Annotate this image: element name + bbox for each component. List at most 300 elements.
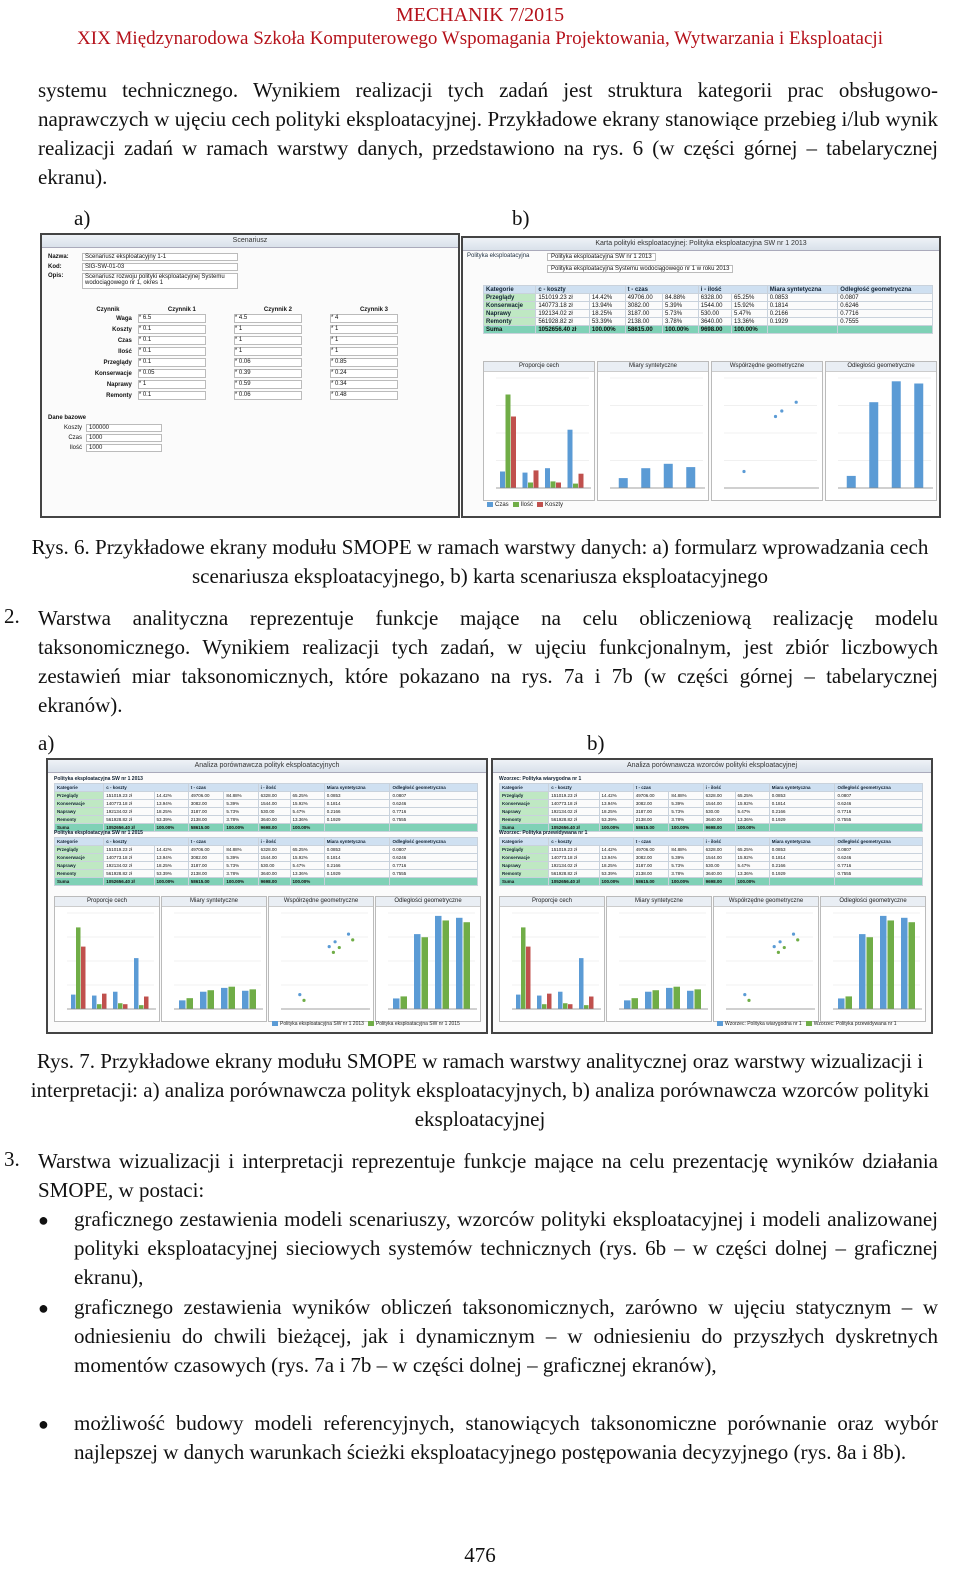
fig6b-table-cell: 3.78% [663, 318, 699, 326]
bar [200, 992, 207, 1009]
bar [547, 994, 552, 1009]
fig7b-table-cell: 18.25% [599, 862, 633, 870]
bar [229, 987, 236, 1009]
fig6b-table-cell: Remonty [484, 318, 536, 326]
fig7a-table-cell: 5.39% [224, 854, 258, 862]
fig6a-value-input[interactable]: * 0.06 [234, 358, 302, 367]
fig7b-table-cell: Konserwacje [500, 800, 549, 808]
fig6a-value-cell [134, 313, 230, 324]
fig7b-table-cell: 151019.23 zł [549, 792, 599, 800]
fig7a-table-cell: 1052656.40 zł [104, 824, 154, 832]
fig7b-table-cell: Naprawy [500, 808, 549, 816]
fig7a-table-cell: 0.6246 [390, 854, 478, 862]
chart-panel [825, 361, 937, 501]
fig7a-table-cell: Przeglądy [55, 846, 104, 854]
scatter-point [777, 951, 780, 954]
fig7b-table-cell: 0.0807 [835, 792, 923, 800]
bar [551, 481, 556, 488]
fig6b-table-cell [767, 326, 838, 334]
table-row [82, 335, 422, 346]
fig6a-value-cell [134, 379, 230, 390]
fig6a-value-input[interactable]: * 6.5 [138, 314, 206, 323]
bar [579, 474, 584, 488]
fig6b-info2: Polityka eksploatacyjna Systemu wodociągowego nr 1 w roku 2013 [547, 265, 733, 273]
paragraph-3: Warstwa wizualizacji i interpretacji reprezentuje funkcje mające na celu prezentację wyników działania SMOPE, w postaci: [38, 1149, 938, 1202]
table-row [55, 800, 478, 808]
legend-label: Polityka eksploatacyjna SW nr 1 2013 [280, 1021, 364, 1027]
bar [71, 995, 76, 1009]
bar [81, 947, 86, 1009]
fig6a-value-input[interactable]: * 0.39 [234, 369, 302, 378]
fig6b-table-cell: 5.47% [731, 310, 767, 318]
fig7b-table-cell: 100.00% [735, 824, 769, 832]
bar [909, 922, 916, 1009]
fig7b-table-cell: 192134.02 zł [549, 862, 599, 870]
fig6b-table-cell: 3640.00 [698, 318, 731, 326]
fig6a-value-input[interactable]: * 0.1 [138, 325, 206, 334]
fig6a-value-input[interactable]: * 1 [330, 347, 398, 356]
chart-panel [375, 896, 481, 1022]
fig7b-table-cell: 6328.00 [703, 792, 735, 800]
fig7a-table-cell: Suma [55, 878, 104, 886]
fig7b-table-cell: 5.73% [669, 808, 703, 816]
fig7b-table-header: i - ilość [703, 838, 769, 846]
fig7b-table-cell: 58615.00 [633, 824, 669, 832]
fig7b-table-cell: 49706.00 [633, 792, 669, 800]
fig6a-value-input[interactable]: * 0.06 [234, 391, 302, 400]
bar [134, 958, 139, 1009]
fig7a-table-cell: 0.1814 [324, 800, 390, 808]
item-3-number: 3. [4, 1147, 20, 1171]
fig7a-table-cell: 53.39% [154, 870, 188, 878]
fig6a-column-header: Czynnik 2 [263, 306, 292, 313]
bar [221, 988, 228, 1009]
bar [573, 484, 578, 488]
scatter-point [795, 401, 798, 404]
fig6b-table-cell: 0.7716 [838, 310, 933, 318]
fig7b-table-cell: 140773.18 zł [549, 854, 599, 862]
fig7a-table-cell: 3.78% [224, 870, 258, 878]
bar [653, 990, 660, 1009]
fig6a-value-cell [230, 324, 326, 335]
bar [422, 937, 429, 1009]
table-row [500, 816, 923, 824]
table-row [55, 854, 478, 862]
fig7b-legend [713, 1021, 897, 1027]
fig7b-table-cell: 15.92% [735, 800, 769, 808]
fig6b-table-cell: 2138.00 [625, 318, 662, 326]
fig7b-table-cell: 0.0853 [769, 846, 835, 854]
fig6b-table-cell: 65.25% [731, 294, 767, 302]
fig7a-screenshot [46, 758, 488, 1034]
fig7a-table-cell: 5.73% [224, 862, 258, 870]
fig7b-table-cell [769, 878, 835, 886]
chart-thumbnail [55, 907, 157, 1019]
fig7b-table-cell: 100.00% [669, 878, 703, 886]
fig7a-table-cell: 0.0853 [324, 792, 390, 800]
fig7a-table-cell: 0.2166 [324, 808, 390, 816]
table-row [484, 294, 933, 302]
fig6a-field-input[interactable]: Scenariusz rozwoju polityki eksploatacyjnej Systemu wodociągowego nr 1, okres 1 [82, 273, 238, 289]
bar [464, 922, 471, 1009]
fig7a-table-cell: 65.25% [290, 846, 324, 854]
table-row [82, 324, 422, 335]
scatter-point [780, 409, 783, 412]
chart-panel [606, 896, 712, 1022]
fig7a-table-cell: 0.1929 [324, 816, 390, 824]
fig6b-table-cell: 140773.18 zł [536, 302, 590, 310]
bullet-3-text: możliwość budowy modeli referencyjnych, stanowiących taksonomiczne porównanie oraz wybór najlepszej w danych warunkach ścieżki eksploatacyjnego postępowania decyzyjnego (rys. 8a i 8b). [74, 1411, 938, 1464]
fig7a-table-cell: 13.94% [154, 800, 188, 808]
fig7a-table-cell: 84.88% [224, 792, 258, 800]
fig6a-value-cell [134, 357, 230, 368]
chart-thumbnail [821, 907, 923, 1019]
fig7b-table-cell: 0.7716 [835, 862, 923, 870]
fig7a-table-cell: 9698.00 [258, 824, 290, 832]
fig6a-value-input[interactable]: * 4 [330, 314, 398, 323]
bar [113, 992, 118, 1009]
fig6b-table-header: c - koszty [536, 286, 625, 294]
bar [888, 920, 895, 1009]
fig6b-table-cell: 5.73% [663, 310, 699, 318]
fig6a-value-input[interactable]: * 0.05 [138, 369, 206, 378]
fig7a-table-cell: 561928.82 zł [104, 870, 154, 878]
bar [123, 1004, 128, 1009]
bar [695, 989, 702, 1009]
fig7a-table-header: Miara syntetyczna [324, 784, 390, 792]
fig7a-table-cell: 0.6246 [390, 800, 478, 808]
fig7b-table-cell: 0.0807 [835, 846, 923, 854]
fig7b-table-cell: 58615.00 [633, 878, 669, 886]
fig7a-table-cell: 0.1929 [324, 870, 390, 878]
fig7b-table-cell: 0.1814 [769, 854, 835, 862]
fig7a-table-cell: 84.88% [224, 846, 258, 854]
fig7a-table-cell: Konserwacje [55, 800, 104, 808]
fig6a-value-input[interactable]: * 0.1 [138, 391, 206, 400]
fig6a-field-label: Opis: [48, 273, 64, 279]
fig7a-legend [268, 1021, 460, 1027]
fig6b-screenshot [461, 236, 941, 518]
fig7a-table-cell: Konserwacje [55, 854, 104, 862]
fig7b-table-cell: 3.78% [669, 816, 703, 824]
bar [511, 417, 516, 489]
fig6a-column-header: Czynnik 3 [359, 306, 388, 313]
fig6b-table-cell: 100.00% [731, 326, 767, 334]
fig6b-table-cell: 0.1929 [767, 318, 838, 326]
fig7a-table-cell: 58615.00 [188, 824, 224, 832]
bar [102, 994, 107, 1009]
fig7-label-b: b) [587, 731, 605, 755]
scatter-point [332, 951, 335, 954]
scatter-point [333, 940, 336, 943]
scatter-point [302, 999, 305, 1002]
scatter-point [742, 470, 745, 473]
fig7b-table-cell: Suma [500, 824, 549, 832]
fig7b-table-cell [835, 824, 923, 832]
legend-label: Ilość [520, 502, 534, 509]
fig6a-field-input[interactable]: Scenariusz eksploatacyjny 1-1 [82, 253, 238, 261]
fig6b-table-cell: 100.00% [663, 326, 699, 334]
fig7a-table-cell: 3.78% [224, 816, 258, 824]
bar [523, 473, 528, 488]
fig7a-table-cell: 192134.02 zł [104, 808, 154, 816]
fig7b-table-header: Miara syntetyczna [769, 838, 835, 846]
bar [393, 998, 400, 1009]
fig7b-table-cell: 3.78% [669, 870, 703, 878]
fig7a-table-cell: 3187.00 [188, 862, 224, 870]
fig6a-value-input[interactable]: * 0.85 [330, 358, 398, 367]
legend-label: Czas [495, 502, 509, 509]
fig6-label-b: b) [512, 206, 530, 230]
fig6b-table-cell: 0.0853 [767, 294, 838, 302]
bar [556, 483, 561, 489]
fig6b-table-cell: 192134.02 zł [536, 310, 590, 318]
fig7b-table [499, 783, 923, 832]
scatter-point [338, 946, 341, 949]
fig6a-base-row [48, 434, 452, 442]
fig6b-table-cell: 13.36% [731, 318, 767, 326]
fig6a-base-input[interactable]: 1000 [86, 434, 162, 442]
fig7a-table-cell: 58615.00 [188, 878, 224, 886]
legend-label: Wzorzec: Polityka wiarygodna nr 1 [725, 1021, 802, 1027]
fig6b-title: Karta polityki eksploatacyjnej: Polityka eksploatacyjna SW nr 1 2013 [463, 238, 939, 251]
bar [846, 996, 853, 1009]
bar [250, 989, 257, 1009]
fig6b-table-header: Miara syntetyczna [767, 286, 838, 294]
fig6a-row-label: Przeglądy [103, 359, 132, 366]
fig7b-table-cell: 1052656.40 zł [549, 824, 599, 832]
fig7b-table-cell: 14.42% [599, 792, 633, 800]
fig6a-value-input[interactable]: * 0.1 [138, 347, 206, 356]
fig6a-value-input[interactable]: * 0.1 [138, 336, 206, 345]
fig6a-value-input[interactable]: * 1 [138, 380, 206, 389]
scatter-point [298, 993, 301, 996]
fig7b-table-header: Odległość geometryczna [835, 838, 923, 846]
bar [139, 1005, 144, 1009]
fig6a-base-label: Ilość [69, 445, 82, 451]
fig6a-value-input[interactable]: * 4.5 [234, 314, 302, 323]
fig6-caption: Rys. 6. Przykładowe ekrany modułu SMOPE w ramach warstwy danych: a) formularz wprowadzania cech scenariusza eksploatacyjnego, b) karta scenariusza eksploatacyjnego [31, 535, 929, 588]
fig6b-table-cell: 151019.23 zł [536, 294, 590, 302]
fig7b-table-cell: 9698.00 [703, 824, 735, 832]
scatter-point [351, 938, 354, 941]
fig6a-value-input[interactable]: * 0.34 [330, 380, 398, 389]
bar [558, 992, 563, 1009]
chart-panel [483, 361, 595, 501]
scatter-point [328, 945, 331, 948]
fig7a-table-cell: 49706.00 [188, 846, 224, 854]
bar [92, 996, 97, 1009]
fig6a-value-input[interactable]: * 0.24 [330, 369, 398, 378]
fig6b-table-cell: 84.88% [663, 294, 699, 302]
fig6a-field-row [48, 253, 452, 261]
fig7a-table-header: i - ilość [258, 838, 324, 846]
fig7b-table-cell: 84.88% [669, 846, 703, 854]
fig7b-table-cell: 1052656.40 zł [549, 878, 599, 886]
fig6b-table-cell [838, 326, 933, 334]
fig7b-table-cell: 65.25% [735, 846, 769, 854]
bar [632, 998, 639, 1009]
fig7a-table-title: Polityka eksploatacyjna SW nr 1 2013 [54, 776, 143, 782]
fig7b-table-cell: 0.2166 [769, 808, 835, 816]
fig7a-table-cell: 0.0853 [324, 846, 390, 854]
chart-thumbnail [162, 907, 264, 1019]
fig7b-table-header: Odległość geometryczna [835, 784, 923, 792]
fig7a-table-cell: 13.94% [154, 854, 188, 862]
table-row [82, 390, 422, 401]
fig7b-table-cell: 0.7555 [835, 870, 923, 878]
table-row [55, 816, 478, 824]
fig6a-value-input[interactable]: * 1 [330, 336, 398, 345]
bar [506, 395, 511, 489]
fig7a-table-header: Kategorie [55, 838, 104, 846]
fig6a-value-input[interactable]: * 1 [234, 325, 302, 334]
fig7b-table-header: Kategorie [500, 784, 549, 792]
fig6a-field-input[interactable]: SIG-SW-01-03 [82, 263, 238, 271]
fig6a-title: Scenariusz [42, 235, 458, 248]
item-2-number: 2. [4, 604, 20, 628]
bar [456, 918, 463, 1009]
table-row [82, 313, 422, 324]
bullet-2-text: graficznego zestawienia wyników obliczeń taksonomicznych, zarówno w ujęciu statycznym – w odniesieniu do chwili bieżącej, jak i dynamicznym – w odniesieniu do przyszłych dyskretnych momentów czasowych (rys. 7a i 7b – w części dolnej – graficznej ekranów), [74, 1295, 938, 1377]
scatter-point [743, 993, 746, 996]
fig6a-value-cell [134, 368, 230, 379]
paragraph-1: systemu technicznego. Wynikiem realizacji tych zadań jest struktura kategorii prac obsługowo-naprawczych w ujęciu cech polityki eksploatacyjnej. Przykładowe ekrany stanowiące przebieg i/lub wynik realizacji zadań w ramach warstwy danych, przedstawiono na rys. 6 (w części górnej – tabelarycznej ekranu). [38, 78, 938, 189]
fig6a-value-cell [230, 379, 326, 390]
fig7b-table-cell: 0.1929 [769, 870, 835, 878]
table-row [500, 792, 923, 800]
chart-panel-title: Miary syntetyczne [607, 897, 711, 907]
table-row [500, 846, 923, 854]
journal-header: MECHANIK 7/2015 [395, 4, 565, 26]
bar [414, 934, 421, 1009]
fig7a-table [54, 783, 478, 832]
bar [686, 467, 695, 488]
fig6b-sidebar: Polityka eksploatacyjna [467, 253, 530, 259]
fig7b-table-cell: 2138.00 [633, 870, 669, 878]
bar [97, 1004, 102, 1009]
bar [208, 990, 215, 1009]
fig7a-table-cell: 140773.18 zł [104, 800, 154, 808]
fig7b-table-cell [769, 824, 835, 832]
bar [401, 996, 408, 1009]
bar [443, 920, 450, 1009]
fig7a-table-cell: 9698.00 [258, 878, 290, 886]
table-row [500, 854, 923, 862]
scatter-point [347, 933, 350, 936]
fig7b-table-cell: 5.47% [735, 862, 769, 870]
fig7a-table-header: t - czas [188, 838, 258, 846]
fig7a-table-cell: 18.25% [154, 862, 188, 870]
bar [534, 470, 539, 488]
chart-thumbnail [269, 907, 371, 1019]
fig7b-table-cell: 5.47% [735, 808, 769, 816]
fig7a-table-cell: 13.36% [290, 816, 324, 824]
fig7b-table-cell: 14.42% [599, 846, 633, 854]
chart-thumbnail [598, 372, 706, 498]
fig7b-table-cell: Przeglądy [500, 792, 549, 800]
fig7b-table-cell: 9698.00 [703, 878, 735, 886]
fig7a-table-cell: 13.36% [290, 870, 324, 878]
fig6a-base-input[interactable]: 100000 [86, 424, 162, 432]
table-row [484, 326, 933, 334]
bar [859, 934, 866, 1009]
fig7b-table-cell: 3187.00 [633, 808, 669, 816]
fig6b-table-cell: 0.6246 [838, 302, 933, 310]
chart-panel-title: Proporcje cech [500, 897, 604, 907]
bar [563, 1003, 568, 1009]
fig6a-value-input[interactable]: * 0.59 [234, 380, 302, 389]
fig6b-table-cell: 0.2166 [767, 310, 838, 318]
fig7-label-a: a) [38, 731, 55, 755]
fig6b-table-cell: 0.0807 [838, 294, 933, 302]
fig6a-value-cell [134, 390, 230, 401]
fig7b-table-cell: 530.00 [703, 862, 735, 870]
fig6a-value-input[interactable]: * 0.48 [330, 391, 398, 400]
table-row [82, 379, 422, 390]
fig7b-table-cell: 65.25% [735, 792, 769, 800]
chart-panel-title: Współrzędne geometryczne [712, 362, 822, 372]
fig7a-table-cell: 1052656.40 zł [104, 878, 154, 886]
chart-panel-title: Odległości geometryczne [826, 362, 936, 372]
fig7b-table-cell: 100.00% [669, 824, 703, 832]
bar [847, 476, 856, 488]
fig7a-table-header: Kategorie [55, 784, 104, 792]
chart-thumbnail [484, 372, 592, 498]
fig6b-table-cell: 1544.00 [698, 302, 731, 310]
fig7b-table-header: t - czas [633, 838, 703, 846]
fig6a-value-input[interactable]: * 1 [330, 325, 398, 334]
fig6a-value-input[interactable]: * 1 [234, 347, 302, 356]
fig6b-table-cell: 1052656.40 zł [536, 326, 590, 334]
fig6a-base-input[interactable]: 1000 [86, 444, 162, 452]
bar [568, 1004, 573, 1009]
fig7a-table-cell: 1544.00 [258, 800, 290, 808]
fig6b-table-cell: 6328.00 [698, 294, 731, 302]
fig6a-row-label: Naprawy [106, 381, 132, 388]
bar [666, 988, 673, 1009]
fig7b-table-cell: 2138.00 [633, 816, 669, 824]
fig7a-table-cell: Przeglądy [55, 792, 104, 800]
chart-panel [713, 896, 819, 1022]
table-row [55, 846, 478, 854]
fig7a-table-cell: 530.00 [258, 862, 290, 870]
fig6a-field-label: Kod: [48, 264, 62, 270]
chart-panel [268, 896, 374, 1022]
fig6a-field-row [48, 273, 452, 289]
bar [521, 927, 526, 1009]
fig6a-value-input[interactable]: * 0.1 [138, 358, 206, 367]
fig7a-table-cell: 15.92% [290, 854, 324, 862]
bar [584, 1005, 589, 1009]
fig7a-table-header: t - czas [188, 784, 258, 792]
fig7b-table-cell: 3640.00 [703, 870, 735, 878]
fig7b-table-cell: Przeglądy [500, 846, 549, 854]
legend-swatch [537, 502, 543, 507]
fig6b-table-cell: Konserwacje [484, 302, 536, 310]
fig6a-row-label: Czas [117, 337, 132, 344]
fig6a-value-input[interactable]: * 1 [234, 336, 302, 345]
fig7a-table-cell: 530.00 [258, 808, 290, 816]
fig6a-base-title: Dane bazowe [48, 415, 87, 421]
bar [687, 991, 694, 1009]
fig7b-table-cell: 1544.00 [703, 854, 735, 862]
fig6a-column-header: Czynnik 1 [167, 306, 196, 313]
fig6a-value-cell [326, 335, 422, 346]
fig7a-table-cell: 0.2166 [324, 862, 390, 870]
chart-panel-title: Miary syntetyczne [598, 362, 708, 372]
fig7a-table [54, 837, 478, 886]
